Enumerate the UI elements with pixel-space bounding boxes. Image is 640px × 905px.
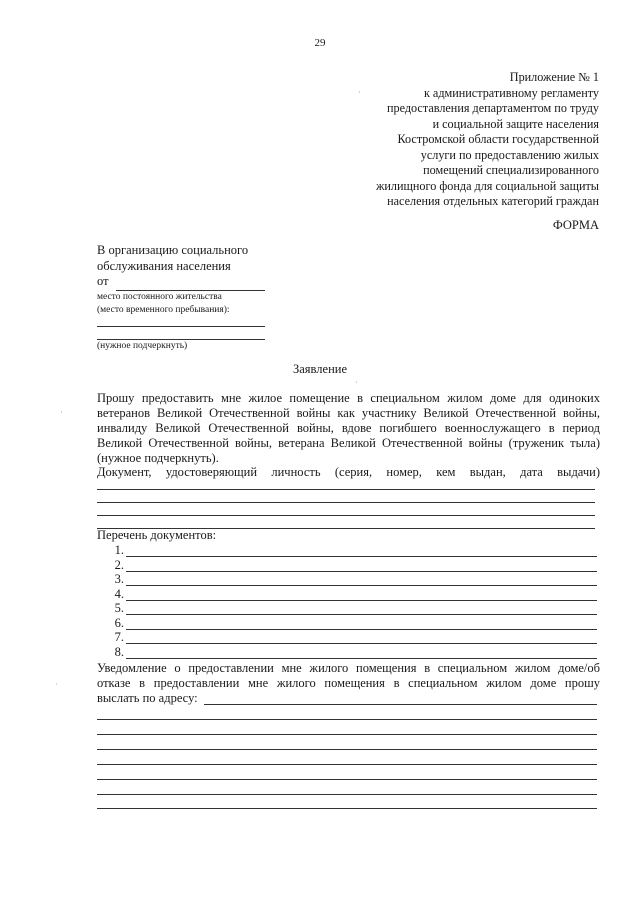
document-line[interactable] — [126, 556, 597, 557]
document-line[interactable] — [126, 658, 597, 659]
request-hint: (нужное подчеркнуть). — [97, 451, 219, 465]
address-line[interactable] — [97, 808, 597, 809]
scan-speck: · — [355, 378, 358, 387]
document-number: 1. — [114, 543, 124, 557]
from-field-line[interactable] — [116, 290, 265, 291]
notification-line: Уведомление о предоставлении мне жилого помещения в специальном жилом доме/об — [97, 661, 600, 675]
document-line[interactable] — [126, 585, 597, 586]
request-line: инвалиду Великой Отечественной войны, вдове погибшего военнослужащего в период — [97, 421, 600, 435]
request-line: Прошу предоставить мне жилое помещение в специальном жилом доме для одиноких — [97, 391, 600, 405]
address-field-line[interactable] — [97, 339, 265, 340]
address-line[interactable] — [97, 779, 597, 780]
identity-doc-label: Документ, удостоверяющий личность (серия, номер, кем выдан, дата выдачи) — [97, 465, 600, 479]
appendix-line: и социальной защите населения — [432, 116, 599, 131]
appendix-line: предоставления департаментом по труду — [386, 101, 599, 115]
appendix-header — [376, 70, 599, 210]
identity-doc-line[interactable] — [97, 515, 595, 516]
address-line[interactable] — [97, 749, 597, 750]
document-number: 8. — [114, 645, 124, 659]
document-number: 7. — [114, 630, 124, 644]
residence-hint-2: (место временного пребывания): — [97, 305, 230, 315]
document-line[interactable] — [126, 614, 597, 615]
request-line: Великой Отечественной войны, ветерана Великой Отечественной войны (труженик тыла) — [97, 436, 600, 450]
form-label: ФОРМА — [552, 218, 599, 232]
address-line[interactable] — [97, 734, 597, 735]
appendix-line: услуги по предоставлению жилых — [420, 147, 599, 162]
identity-doc-line[interactable] — [97, 489, 595, 490]
address-line[interactable] — [204, 704, 597, 705]
address-line[interactable] — [97, 719, 597, 720]
appendix-line: к административному регламенту — [423, 85, 599, 100]
from-label: от — [97, 274, 109, 288]
page-number: 29 — [314, 37, 326, 49]
document-number: 3. — [114, 572, 124, 586]
appendix-line: помещений специализированного — [423, 163, 599, 177]
residence-hint-1: место постоянного жительства — [97, 292, 222, 302]
appendix-line: Костромской области государственной — [397, 132, 599, 146]
identity-doc-line[interactable] — [97, 502, 595, 503]
addressee-line-2: обслуживания населения — [97, 258, 231, 273]
appendix-line: Приложение № 1 — [509, 70, 599, 84]
document-number: 4. — [114, 587, 124, 601]
document-line[interactable] — [126, 629, 597, 630]
document-line[interactable] — [126, 571, 597, 572]
address-line[interactable] — [97, 764, 597, 765]
document-title: Заявление — [292, 362, 347, 376]
address-field-line[interactable] — [97, 326, 265, 327]
request-line: ветеранов Великой Отечественной войны как участнику Великой Отечественной войны, — [97, 406, 600, 420]
documents-label: Перечень документов: — [97, 528, 217, 542]
scan-speck: · — [60, 408, 63, 417]
document-number: 6. — [114, 616, 124, 630]
document-number: 2. — [114, 558, 124, 572]
document-line[interactable] — [126, 600, 597, 601]
document-number: 5. — [114, 601, 124, 615]
scan-speck: · — [358, 88, 361, 97]
address-line[interactable] — [97, 794, 597, 795]
appendix-line: жилищного фонда для социальной защиты — [375, 178, 599, 193]
scan-speck: · — [55, 680, 58, 689]
underline-hint: (нужное подчеркнуть) — [97, 341, 188, 351]
appendix-line: населения отдельных категорий граждан — [387, 194, 599, 208]
notification-line: выслать по адресу: — [97, 691, 198, 705]
addressee-line-1: В организацию социального — [97, 243, 249, 257]
notification-line: отказе в предоставлении мне жилого помещения в специальном жилом доме прошу — [97, 676, 600, 690]
addressee-block — [97, 243, 248, 290]
document-line[interactable] — [126, 643, 597, 644]
